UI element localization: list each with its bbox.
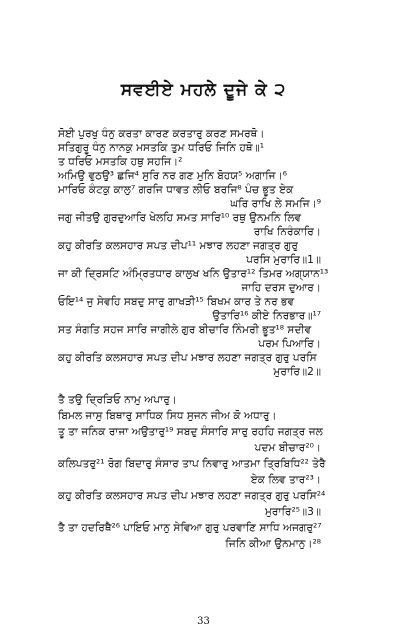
verse-line: ਕਲਿਪਤਰੁ²¹ ਰੋਗ ਬਿਦਾਰੁ ਸੰਸਾਰ ਤਾਪ ਨਿਵਾਰੁ ਆਤਮਾ ਤ੍ਰਿਬਿਧਿ²² ਤੇਰੈ (58, 458, 326, 470)
verse-line: ਬਿਮਲ ਜਾਸੁ ਬਿਥਾਰੁ ਸਾਧਿਕ ਸਿਧ ਸੁਜਨ ਜੀਅ ਕੋ ਅਧਾਰੁ। (58, 410, 277, 422)
verse-line: ਕਹੁ ਕੀਰਤਿ ਕਲਸਹਾਰ ਸਪਤ ਦੀਪ ਮਝਾਰ ਲਹਣਾ ਜਗਤ੍ਰ ਗੁਰੁ ਪਰਸਿ (58, 352, 317, 364)
verse-line: ਤ ਧਰਿਓ ਮਸਤਕਿ ਹਥੁ ਸਹਜਿ।² (58, 156, 183, 168)
verse-line: ਸਤ ਸੰਗਤਿ ਸਹਜ ਸਾਰਿ ਜਾਗੀਲੇ ਗੁਰ ਬੀਚਾਰਿ ਨਿੰਮਰੀ ਭੂਤ¹⁸ ਸਦੀਵ (58, 324, 312, 336)
verse-line: ਸੋਈ ਪੁਰਖੁ ਧੰਨੁ ਕਰਤਾ ਕਾਰਣ ਕਰਤਾਰੁ ਕਰਣ ਸਮਰਥੋ। (58, 128, 265, 140)
verse-line: ਅਮਿਉ ਵੁਠਉ³ ਛਜਿ⁴ ਸੁਰਿ ਨਰ ਗਣ ਮੁਨਿ ਬੋਹਯ⁵ ਅਗਾਜਿ।⁶ (58, 170, 287, 182)
verse-line: ਓਇ¹⁴ ਜੁ ਸੇਵਹਿ ਸਬਦੁ ਸਾਰੁ ਗਾਖੜੀ¹⁵ ਬਿਖਮ ਕਾਰ ਤੇ ਨਰ ਭਵ (58, 296, 295, 308)
verse-line-continuation: ਪਦਮ ਬੀਚਾਰ²⁰। (254, 442, 321, 454)
verse-line-continuation: ਉਤਾਰਿ¹⁶ ਕੀਏ ਨਿਰਭਾਰ॥¹⁷ (212, 310, 321, 322)
verse-line: ਕਹੁ ਕੀਰਤਿ ਕਲਸਹਾਰ ਸਪਤ ਦੀਪ¹¹ ਮਝਾਰ ਲਹਣਾ ਜਗਤ੍ਰ ਗੁਰੁ (58, 240, 298, 252)
verse-line-continuation: ਏਕ ਲਿਵ ਤਾਰ²³। (250, 474, 321, 486)
verse-line: ਜਗੁ ਜੀਤਉ ਗੁਰਦੁਆਰਿ ਖੇਲਹਿ ਸਮਤ ਸਾਰਿ¹⁰ ਰਥੁ ਉਨਮਨਿ ਲਿਵ (58, 212, 302, 224)
verse-line: ਜਾ ਕੀ ਦ੍ਰਿਸਟਿ ਅੰਮ੍ਰਿਤਧਾਰ ਕਾਲੁਖ ਖਨਿ ਉਤਾਰ¹² ਤਿਮਰ ਅਗ੍ਯਾਨ¹³ (58, 268, 329, 280)
verse-line-continuation: ਜਾਹਿ ਦਰਸ ਦੁਆਰ। (241, 282, 321, 294)
verse-line: ਸਤਿਗੁਰੂ ਧੰਨੁ ਨਾਨਕੁ ਮਸਤਕਿ ਤੁਮ ਧਰਿਓ ਜਿਨਿ ਹਥੋ॥¹ (58, 142, 264, 154)
verse-line: ਤੈ ਤਾ ਹਦਰਿਥੈ²⁶ ਪਾਇਓ ਮਾਨੁ ਸੇਵਿਆ ਗੁਰੁ ਪਰਵਾਣਿ ਸਾਧਿ ਅਜਗਰੁ²⁷ (58, 522, 322, 534)
verse-line-continuation: ਪਰਸਿ ਮੁਰਾਰਿ॥1॥ (246, 254, 321, 266)
page-number: 33 (197, 616, 210, 627)
verse-line: ਤੈ ਤਉ ਦ੍ਰਿੜਿਓ ਨਾਮੁ ਅਪਾਰੁ। (58, 394, 177, 406)
verse-line-continuation: ਰਾਖਿ ਨਿਰੰਕਾਰਿ। (253, 226, 321, 238)
verse-line-continuation: ਮੁਰਾਰਿ²⁵॥3॥ (264, 506, 321, 518)
verse-line: ਤੂ ਤਾ ਜਨਿਕ ਰਾਜਾ ਅਉਤਾਰੁ¹⁹ ਸਬਦੁ ਸੰਸਾਰਿ ਸਾਰੁ ਰਹਹਿ ਜਗਤ੍ਰ ਜਲ (58, 426, 323, 438)
page-title: ਸਵਈਏ ਮਹਲੇ ਦੂਜੇ ਕੇ ੨ (120, 80, 287, 100)
verse-line-continuation: ਮੁਰਾਰਿ॥2॥ (273, 366, 321, 378)
verse-line-continuation: ਜਿਨਿ ਕੀਆ ਉਨਮਾਨੁ।²⁸ (225, 538, 321, 550)
verse-line-continuation: ਘਰਿ ਰਾਖਿ ਲੇ ਸਮਜਿ।⁹ (230, 198, 321, 210)
verse-line: ਕਹੁ ਕੀਰਤਿ ਕਲਸਹਾਰ ਸਪਤ ਦੀਪ ਮਝਾਰ ਲਹਣਾ ਜਗਤ੍ਰ ਗੁਰੁ ਪਰਸਿ²⁴ (58, 490, 326, 502)
verse-line: ਮਾਰਿਓ ਕੰਟਕੁ ਕਾਲੁ⁷ ਗਰਜਿ ਧਾਵਤ ਲੀਓ ਬਰਜਿ⁸ ਪੰਚ ਭੂਤ ਏਕ (58, 184, 294, 196)
verse-line-continuation: ਪਰਮ ਪਿਆਰਿ। (258, 338, 321, 350)
